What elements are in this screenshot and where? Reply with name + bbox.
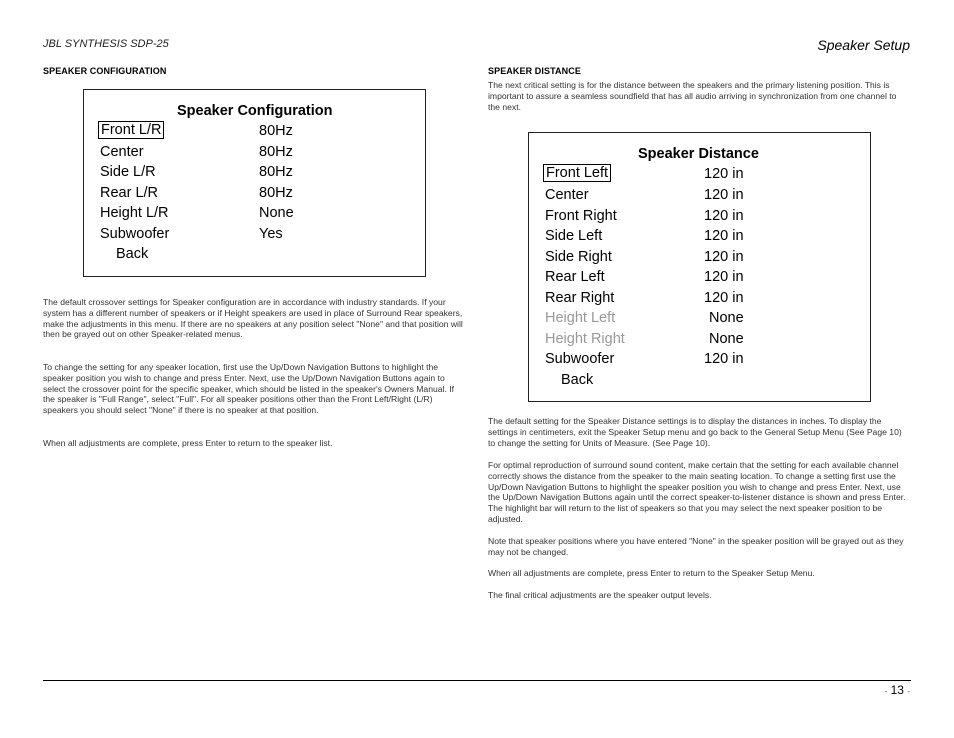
- menu-row-value: 80Hz: [259, 185, 293, 201]
- back-item[interactable]: Back: [116, 246, 149, 262]
- speaker-distance-heading: SPEAKER DISTANCE: [488, 66, 581, 76]
- menu-row-value: None: [259, 205, 294, 221]
- menu-row-value: None: [709, 331, 744, 347]
- distance-intro-paragraph: The next critical setting is for the distance between the speakers and the primary listening position. This is important to assure a seamless soundfield that has all audio arriving in synchronization from one channel to the next.: [488, 80, 897, 112]
- menu-row-value: None: [709, 310, 744, 326]
- menu-row-label: Center: [545, 187, 589, 203]
- menu-row-value: 120 in: [704, 228, 744, 244]
- complete-paragraph: When all adjustments are complete, press Enter to return to the speaker list.: [43, 438, 333, 448]
- document-title: JBL SYNTHESIS SDP-25: [43, 38, 169, 50]
- menu-row-label: Rear L/R: [100, 185, 159, 201]
- optimal-reproduction-paragraph: For optimal reproduction of surround sound content, make certain that the setting for each available channel correctly shows the distance from the speaker to the main seating location. To change a setting first use the Up/Down Navigation Buttons to highlight the speaker position you wish to change and press Enter. Next, use the Up/Down Navigation Buttons again until the correct speaker-to-listener distance is shown and press Enter. The highlight bar will return to the list of speakers so that you may select the next speaker position to be adjusted.: [488, 460, 906, 524]
- output-levels-paragraph: The final critical adjustments are the speaker output levels.: [488, 590, 712, 600]
- menu-row-label: Height Left: [545, 310, 616, 326]
- menu-row-value: 120 in: [704, 187, 744, 203]
- units-paragraph: The default setting for the Speaker Distance settings is to display the distances in inches. To display the settings in centimeters, exit the Speaker Setup menu and go back to the General Setup Menu (See Page 10) to change the setting for Units of Measure. (See Page 10).: [488, 416, 902, 448]
- menu-row-label: Height Right: [545, 331, 625, 347]
- menu-row-value: 80Hz: [259, 123, 293, 139]
- menu-row-label: Center: [100, 144, 144, 160]
- menu-row-label: Front Left: [543, 164, 611, 182]
- page-number: [885, 683, 910, 697]
- change-setting-paragraph: To change the setting for any speaker location, first use the Up/Down Navigation Buttons to highlight the speaker position you wish to change and press Enter. Next, use the Up/Down Navigation Buttons again to select the crossover point for the specific speaker, which should be listed in the speaker's Owners Manual. If the speaker is "Full Range", select "Full". For all speaker positions other than the Front Left/Right (L/R) speakers you should select "None" if there is no speaker at that position.: [43, 362, 455, 416]
- menu-row-value: 80Hz: [259, 144, 293, 160]
- page-dash: -: [907, 687, 910, 696]
- return-paragraph: When all adjustments are complete, press Enter to return to the Speaker Setup Menu.: [488, 568, 815, 578]
- menu-row-label: Height L/R: [100, 205, 169, 221]
- speaker-configuration-heading: SPEAKER CONFIGURATION: [43, 66, 167, 76]
- menu-row-value: 120 in: [704, 166, 744, 182]
- menu-row-label: Rear Right: [545, 290, 615, 306]
- menu-title: Speaker Distance: [638, 146, 759, 162]
- speaker-distance-menu: [528, 132, 871, 402]
- section-header: Speaker Setup: [817, 37, 910, 53]
- menu-row-value: 120 in: [704, 249, 744, 265]
- menu-row-label: Side L/R: [100, 164, 156, 180]
- speaker-configuration-menu: [83, 89, 426, 277]
- menu-row-value: 120 in: [704, 269, 744, 285]
- menu-row-label: Subwoofer: [100, 226, 170, 242]
- menu-row-label: Side Right: [545, 249, 612, 265]
- page-dash: -: [884, 687, 888, 696]
- menu-row-value: 120 in: [704, 290, 744, 306]
- menu-row-value: 120 in: [704, 208, 744, 224]
- menu-row-value: Yes: [259, 226, 283, 242]
- menu-row-label: Subwoofer: [545, 351, 615, 367]
- menu-row-label: Rear Left: [545, 269, 605, 285]
- footer-rule: [43, 680, 911, 681]
- menu-row-label: Front L/R: [98, 121, 164, 139]
- menu-title: Speaker Configuration: [177, 103, 333, 119]
- back-item[interactable]: Back: [561, 372, 594, 388]
- menu-row-label: Front Right: [545, 208, 617, 224]
- page-number-value: 13: [890, 683, 904, 697]
- crossover-paragraph: The default crossover settings for Speaker configuration are in accordance with industry standards. If your system has a different number of speakers or if Height speakers are used in place of Surround Rear speakers, make the adjustments in this menu. If there are no speakers at any position select "None" and that position will then be grayed out on other Speaker-related menus.: [43, 297, 463, 340]
- menu-row-label: Side Left: [545, 228, 603, 244]
- grayed-out-paragraph: Note that speaker positions where you have entered "None" in the speaker position will be grayed out as they may not be changed.: [488, 536, 904, 557]
- menu-row-value: 80Hz: [259, 164, 293, 180]
- menu-row-value: 120 in: [704, 351, 744, 367]
